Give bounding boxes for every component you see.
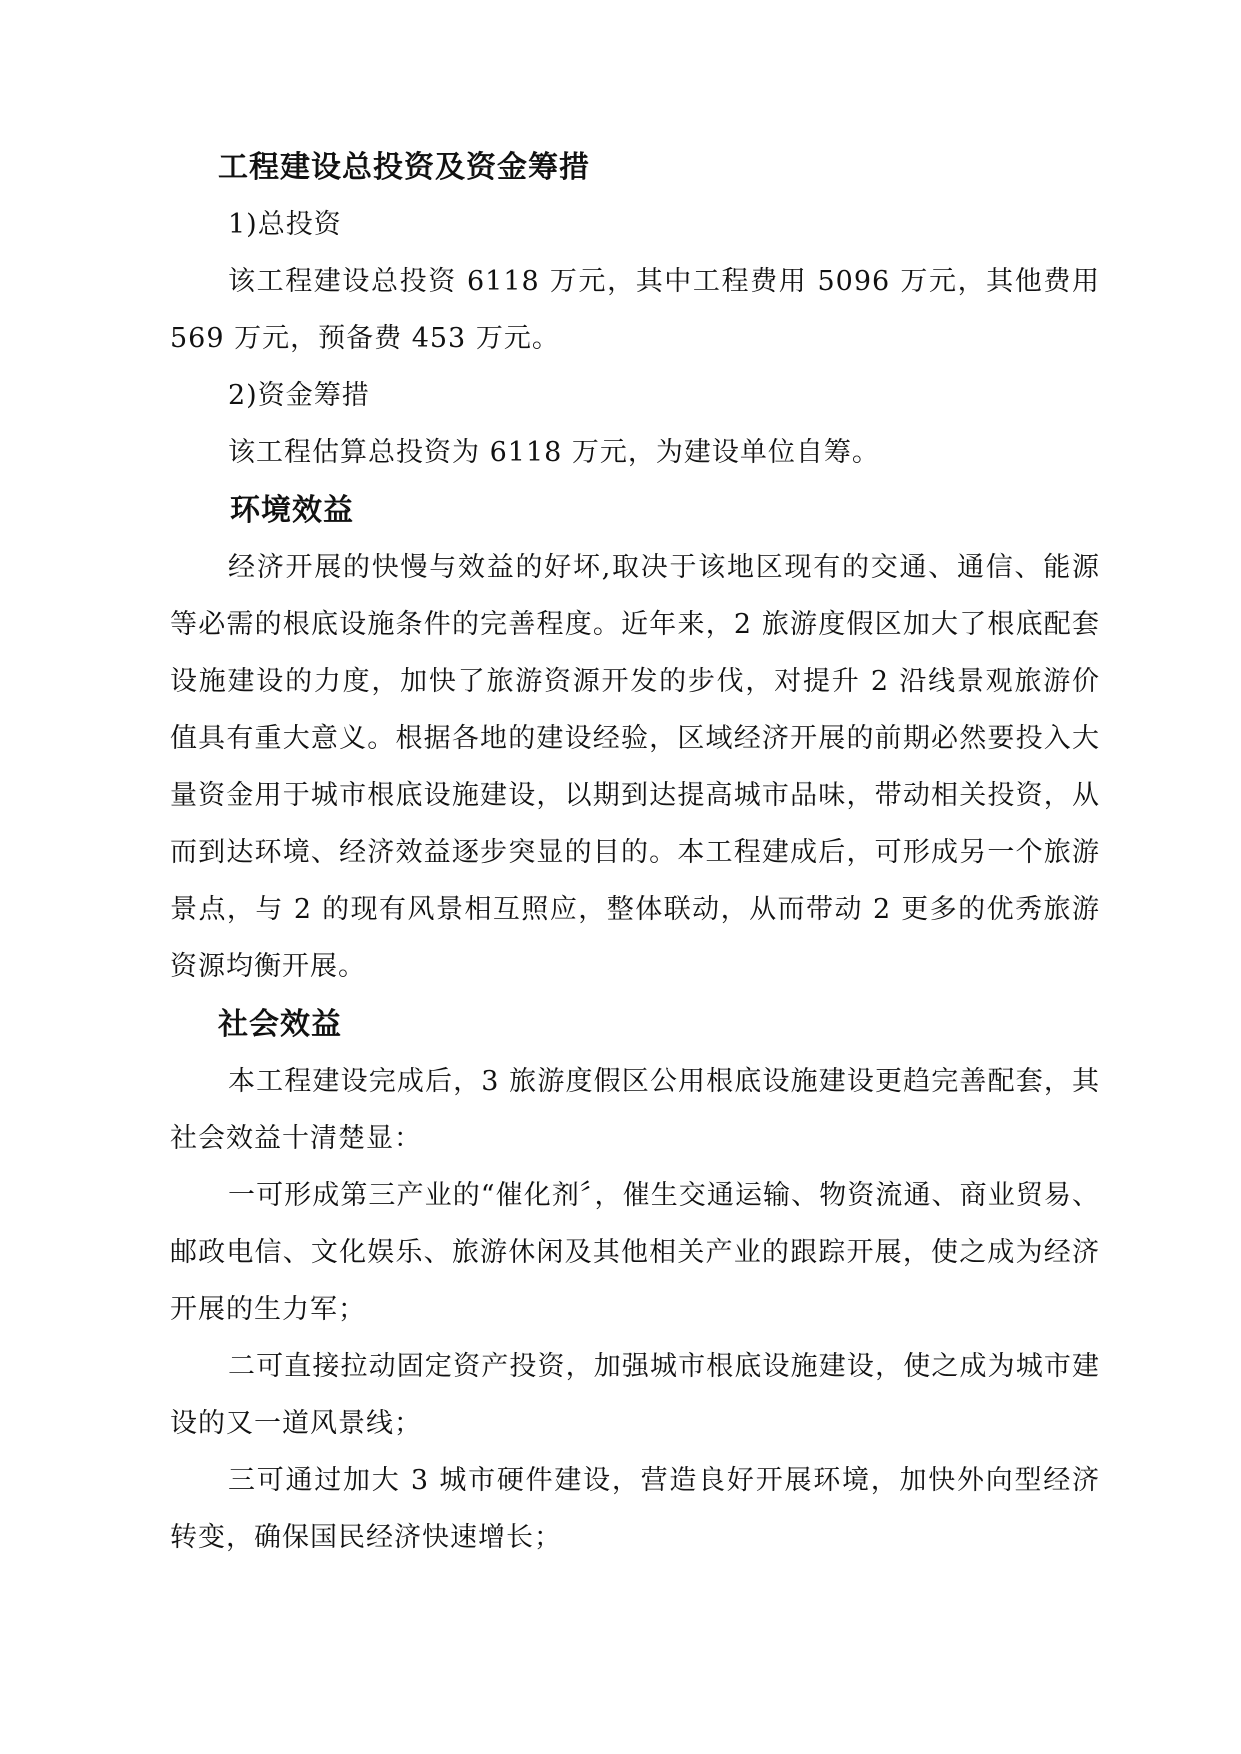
paragraph-environment: 经济开展的快慢与效益的好坏,取决于该地区现有的交通、通信、能源等必需的根底设施条件的完善程度。近年来，2 旅游度假区加大了根底配套设施建设的力度，加快了旅游资源开发的步伐，对提升 2 沿线景观旅游价值具有重大意义。根据各地的建设经验，区域经济开展的前期必然要投入大量资金用于城市根底设施建设，以期到达提高城市品味，带动相关投资，从而到达环境、经济效益逐步突显的目的。本工程建成后，可形成另一个旅游景点，与 2 的现有风景相互照应，整体联动，从而带动 2 更多的优秀旅游资源均衡开展。 bbox=[170, 552, 1100, 982]
heading-environment: 环境效益 bbox=[230, 493, 354, 528]
heading-investment: 工程建设总投资及资金筹措 bbox=[218, 150, 590, 185]
paragraph-social-point-2: 二可直接拉动固定资产投资，加强城市根底设施建设，使之成为城市建设的又一道风景线； bbox=[170, 1351, 1100, 1439]
subheading-total-investment: 1)总投资 bbox=[228, 209, 342, 240]
paragraph-social-intro: 本工程建设完成后，3 旅游度假区公用根底设施建设更趋完善配套，其社会效益十清楚显： bbox=[170, 1066, 1100, 1154]
document-body bbox=[170, 140, 1100, 1566]
heading-social: 社会效益 bbox=[218, 1007, 342, 1042]
subheading-funding: 2)资金筹措 bbox=[228, 380, 370, 411]
paragraph-total-investment: 该工程建设总投资 6118 万元，其中工程费用 5096 万元，其他费用 569 万元，预备费 453 万元。 bbox=[170, 266, 1100, 354]
paragraph-social-point-1: 一可形成第三产业的“催化剂〞，催生交通运输、物资流通、商业贸易、邮政电信、文化娱乐、旅游休闲及其他相关产业的跟踪开展，使之成为经济开展的生力军； bbox=[170, 1180, 1100, 1325]
paragraph-social-point-3: 三可通过加大 3 城市硬件建设，营造良好开展环境，加快外向型经济转变，确保国民经济快速增长； bbox=[170, 1465, 1100, 1553]
paragraph-funding: 该工程估算总投资为 6118 万元，为建设单位自筹。 bbox=[228, 437, 880, 468]
